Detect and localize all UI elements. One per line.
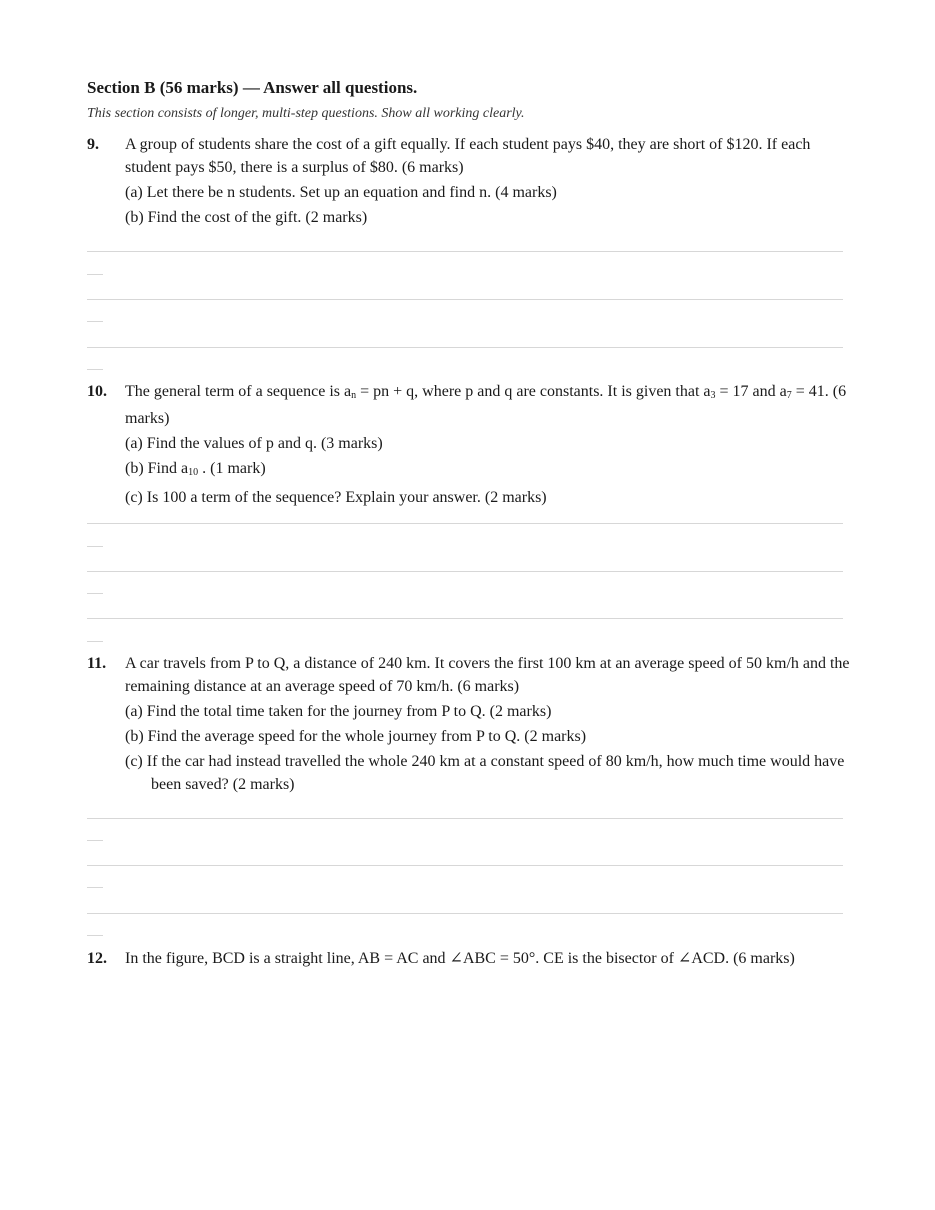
answer-line-tick — [87, 546, 103, 547]
answer-line-tick — [87, 887, 103, 888]
question-stem: A car travels from P to Q, a distance of 240 km. It covers the first 100 km at an average speed of 50 km/h and the remaining distance at an average speed of 70 km/h. (6 marks) — [125, 655, 850, 695]
question-number: 9. — [87, 136, 99, 153]
question-part-a: (a) Find the total time taken for the journey from P to Q. (2 marks) — [125, 703, 552, 720]
answer-line — [87, 865, 843, 866]
answer-line-tick — [87, 321, 103, 322]
question-part-c: (c) Is 100 a term of the sequence? Explain your answer. (2 marks) — [125, 489, 547, 506]
answer-line-tick — [87, 593, 103, 594]
answer-line — [87, 523, 843, 524]
answer-line — [87, 347, 843, 348]
section-title: Section B (56 marks) — Answer all questions. — [87, 78, 418, 97]
question-part-b: (b) Find the cost of the gift. (2 marks) — [125, 209, 368, 226]
question-number: 11. — [87, 655, 107, 672]
question-10 — [87, 380, 852, 509]
question-number: 10. — [87, 383, 107, 400]
question-part-b: (b) Find $a_{10}$ . (1 mark) — [125, 460, 266, 478]
question-9 — [87, 133, 852, 229]
question-12 — [87, 947, 852, 970]
question-stem: In the figure, BCD is a straight line, AB = AC and ∠ABC = 50°. CE is the bisector of ∠ACD. (6 marks) — [125, 950, 795, 967]
answer-line — [87, 618, 843, 619]
question-part-a: (a) Let there be n students. Set up an equation and find n. (4 marks) — [125, 184, 557, 201]
question-stem: The general term of a sequence is $a_n$ = pn + q, where p and q are constants. It is given that $a_3 = 17$ and $a_7 = 41$. (6 marks) — [125, 383, 847, 427]
answer-line — [87, 818, 843, 819]
section-subtitle: This section consists of longer, multi-step questions. Show all working clearly. — [87, 106, 525, 121]
question-number: 12. — [87, 950, 107, 967]
answer-line-tick — [87, 935, 103, 936]
question-part-a: (a) Find the values of p and q. (3 marks) — [125, 435, 383, 452]
answer-line — [87, 571, 843, 572]
answer-line-tick — [87, 641, 103, 642]
question-11 — [87, 652, 852, 796]
answer-line — [87, 299, 843, 300]
question-part-c: (c) If the car had instead travelled the whole 240 km at a constant speed of 80 km/h, how much time would have been saved? (2 marks) — [125, 753, 845, 793]
answer-line — [87, 913, 843, 914]
answer-line-tick — [87, 369, 103, 370]
answer-line-tick — [87, 274, 103, 275]
question-part-b: (b) Find the average speed for the whole journey from P to Q. (2 marks) — [125, 728, 587, 745]
question-stem: A group of students share the cost of a gift equally. If each student pays $40, they are short of $120. If each student pays $50, there is a surplus of $80. (6 marks) — [125, 136, 811, 176]
answer-line-tick — [87, 840, 103, 841]
answer-line — [87, 251, 843, 252]
